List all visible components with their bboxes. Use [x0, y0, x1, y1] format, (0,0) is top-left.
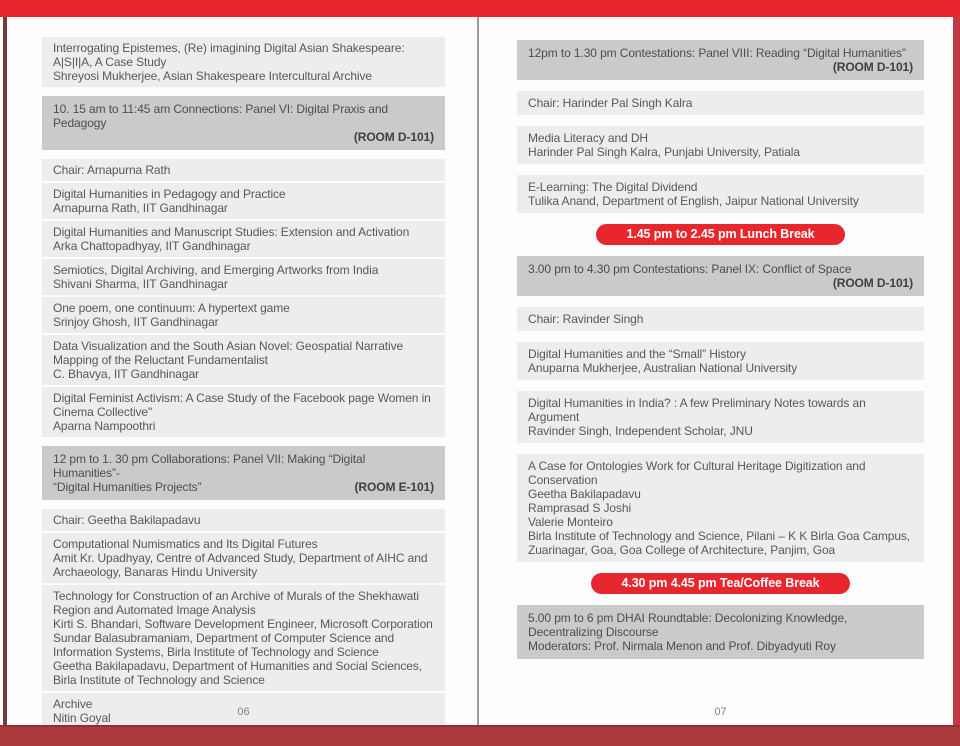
- talk-speaker: Arka Chattopadhyay, IIT Gandhinagar: [53, 239, 251, 253]
- break-row: [517, 224, 924, 245]
- talk-title: Media Literacy and DH: [528, 131, 648, 145]
- session-header-title: Moderators: Prof. Nirmala Menon and Prof. Dibyadyuti Roy: [528, 639, 836, 653]
- session-header-room-row: [53, 480, 434, 494]
- talk-title: Technology for Construction of an Archive of Murals of the Shekhawati Region and Automated Image Analysis: [53, 589, 419, 617]
- session-item: [517, 307, 924, 331]
- session-header-title: 12pm to 1.30 pm Contestations: Panel VIII: Reading “Digital Humanities”: [528, 46, 906, 60]
- talk-speaker: Arnapurna Rath, IIT Gandhinagar: [53, 201, 228, 215]
- session-room-label: (ROOM D-101): [832, 60, 913, 74]
- talk-speaker: Amit Kr. Upadhyay, Centre of Advanced Study, Department of AIHC and Archaeology, Banaras Hindu University: [53, 551, 428, 579]
- talk-speaker: Ravinder Singh, Independent Scholar, JNU: [528, 424, 753, 438]
- talk-speaker: Shreyosi Mukherjee, Asian Shakespeare Intercultural Archive: [53, 69, 372, 83]
- talk-speaker: Shivani Sharma, IIT Gandhinagar: [53, 277, 228, 291]
- session-item: [42, 259, 445, 295]
- talk-title: Digital Feminist Activism: A Case Study of the Facebook page Women in Cinema Collective": [53, 391, 431, 419]
- session-room-label: (ROOM D-101): [353, 130, 434, 144]
- session-item: [42, 533, 445, 583]
- session-item: [517, 342, 924, 380]
- talk-speaker: C. Bhavya, IIT Gandhinagar: [53, 367, 199, 381]
- session-header: [517, 605, 924, 659]
- talk-speaker: Nitin Goyal: [53, 711, 111, 725]
- session-item: [42, 335, 445, 385]
- session-header-title: 3.00 pm to 4.30 pm Contestations: Panel IX: Conflict of Space: [528, 262, 852, 276]
- talk-title: Archive: [53, 697, 93, 711]
- session-header-room-row: [528, 276, 913, 290]
- talk-speaker: Birla Institute of Technology and Science, Pilani – K K Birla Goa Campus, Zuarinagar, Goa, Goa College of Architecture, Panjim, Goa: [528, 529, 911, 557]
- session-item: [42, 221, 445, 257]
- page-07-content: [517, 40, 924, 670]
- talk-speaker: Harinder Pal Singh Kalra, Punjabi University, Patiala: [528, 145, 800, 159]
- session-header: [42, 446, 445, 500]
- talk-speaker: Kirti S. Bhandari, Software Development Engineer, Microsoft Corporation: [53, 617, 433, 631]
- session-header: [517, 256, 924, 296]
- session-item: [517, 126, 924, 164]
- top-red-bar: [0, 0, 960, 17]
- left-edge-strip: [3, 17, 7, 725]
- talk-title: Digital Humanities in India? : A few Preliminary Notes towards an Argument: [528, 396, 866, 424]
- session-item: [517, 454, 924, 562]
- break-pill: 4.30 pm 4.45 pm Tea/Coffee Break: [591, 573, 849, 594]
- session-room-label: (ROOM D-101): [832, 276, 913, 290]
- session-item: [42, 37, 445, 87]
- session-header: [42, 96, 445, 150]
- session-item: [42, 585, 445, 691]
- talk-speaker: Ramprasad S Joshi: [528, 501, 632, 515]
- talk-title: Computational Numismatics and Its Digital Futures: [53, 537, 318, 551]
- talk-title: Semiotics, Digital Archiving, and Emerging Artworks from India: [53, 263, 379, 277]
- talk-title: A Case for Ontologies Work for Cultural Heritage Digitization and Conservation: [528, 459, 866, 487]
- talk-title: Chair: Harinder Pal Singh Kalra: [528, 96, 693, 110]
- talk-speaker: Valerie Monteiro: [528, 515, 613, 529]
- session-item: [517, 91, 924, 115]
- session-header-room-row: [528, 60, 913, 74]
- talk-title: Digital Humanities in Pedagogy and Practice: [53, 187, 286, 201]
- center-spine-line: [477, 17, 479, 725]
- talk-title: Interrogating Epistemes, (Re) imagining Digital Asian Shakespeare: A|S|I|A, A Case Study: [53, 41, 405, 69]
- session-header-title: 12 pm to 1. 30 pm Collaborations: Panel VII: Making “Digital Humanities”-: [53, 452, 366, 480]
- talk-speaker: Aparna Nampoothri: [53, 419, 156, 433]
- right-edge-strip: [953, 17, 960, 725]
- talk-speaker: Geetha Bakilapadavu: [528, 487, 641, 501]
- talk-speaker: Sundar Balasubramaniam, Department of Computer Science and Information Systems, Birla Institute of Technology and Science: [53, 631, 395, 659]
- talk-title: Data Visualization and the South Asian Novel: Geospatial Narrative Mapping of the Reluctant Fundamentalist: [53, 339, 404, 367]
- session-item: [42, 509, 445, 531]
- session-room-label: (ROOM E-101): [354, 480, 434, 494]
- session-header-subtitle: “Digital Humanities Projects”: [53, 480, 202, 494]
- bottom-red-bar: [0, 725, 960, 746]
- talk-speaker: Srinjoy Ghosh, IIT Gandhinagar: [53, 315, 219, 329]
- talk-title: Chair: Geetha Bakilapadavu: [53, 513, 201, 527]
- session-item: [42, 159, 445, 181]
- break-pill: 1.45 pm to 2.45 pm Lunch Break: [596, 224, 844, 245]
- session-item: [42, 183, 445, 219]
- talk-title: E-Learning: The Digital Dividend: [528, 180, 698, 194]
- talk-title: Chair: Ravinder Singh: [528, 312, 644, 326]
- session-header-title: 10. 15 am to 11:45 am Connections: Panel VI: Digital Praxis and Pedagogy: [53, 102, 389, 130]
- session-header: [517, 40, 924, 80]
- talk-title: Chair: Arnapurna Rath: [53, 163, 171, 177]
- talk-speaker: Anuparna Mukherjee, Australian National University: [528, 361, 798, 375]
- talk-title: One poem, one continuum: A hypertext game: [53, 301, 290, 315]
- session-header-room-row: [53, 130, 434, 144]
- session-item: [517, 391, 924, 443]
- page-number-right: 07: [714, 706, 727, 718]
- break-row: [517, 573, 924, 594]
- session-header-title: 5.00 pm to 6 pm DHAI Roundtable: Decolonizing Knowledge, Decentralizing Discourse: [528, 611, 848, 639]
- session-item: [42, 297, 445, 333]
- talk-speaker: Tulika Anand, Department of English, Jaipur National University: [528, 194, 859, 208]
- session-item: [517, 175, 924, 213]
- session-item: [42, 387, 445, 437]
- talk-title: Digital Humanities and Manuscript Studies: Extension and Activation: [53, 225, 410, 239]
- talk-speaker: Geetha Bakilapadavu, Department of Humanities and Social Sciences, Birla Institute of Technology and Science: [53, 659, 422, 687]
- page-number-left: 06: [237, 706, 250, 718]
- page-06-content: [42, 37, 445, 731]
- talk-title: Digital Humanities and the “Small” History: [528, 347, 746, 361]
